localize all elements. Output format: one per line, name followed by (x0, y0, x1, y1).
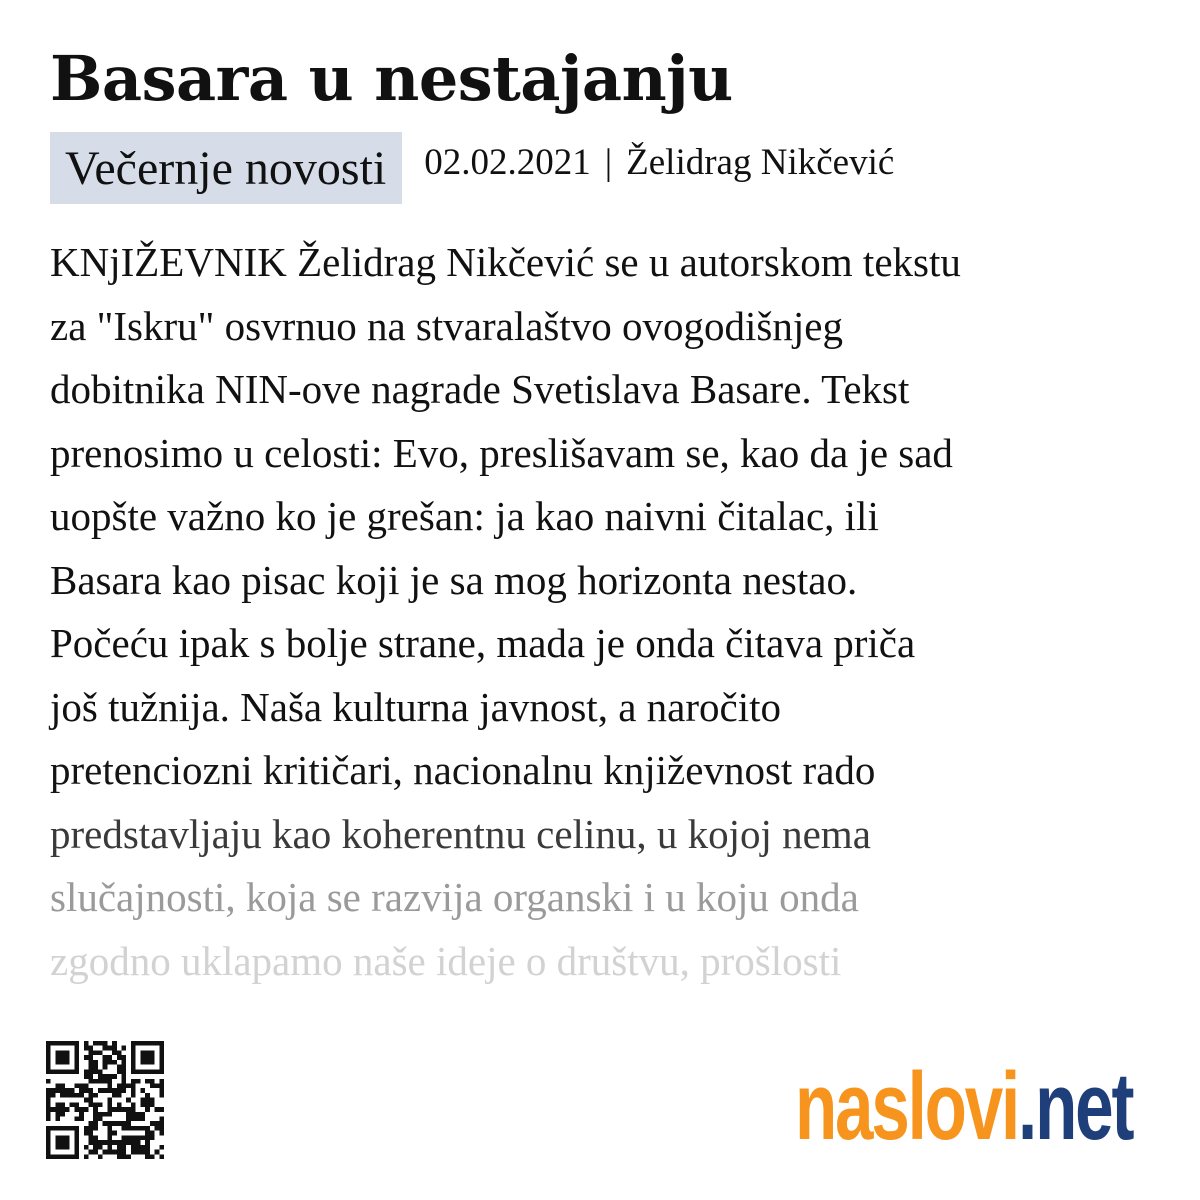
article-line: predstavljaju kao koherentnu celinu, u kojoj nema (50, 810, 871, 857)
article-author: Želidrag Nikčević (626, 141, 895, 183)
article-line: dobitnika NIN-ove nagrade Svetislava Basare. Tekst (50, 366, 910, 412)
article-line: pretenciozni kritičari, nacionalnu književnost rado (50, 747, 876, 793)
article-line: prenosimo u celosti: Evo, preslišavam se, kao da je sad (50, 429, 953, 476)
qr-code-icon[interactable] (46, 1038, 164, 1162)
site-logo[interactable] (795, 1052, 1132, 1172)
source-badge[interactable]: Večernje novosti (50, 132, 402, 204)
logo-naslovi: naslovi (795, 1053, 1019, 1160)
article-date: 02.02.2021 (424, 141, 591, 183)
logo-net: .net (1018, 1053, 1133, 1160)
article-title: Basara u nestajanju (50, 42, 733, 115)
article-line: još tužnija. Naša kulturna javnost, a naročito (50, 683, 781, 730)
article-line: uopšte važno ko je grešan: ja kao naivni čitalac, ili (50, 493, 879, 539)
article-line: za "Iskru" osvrnuo na stvaralaštvo ovogodišnjeg (50, 302, 843, 349)
meta-separator: | (604, 141, 613, 183)
meta-info (424, 141, 894, 196)
article-line: Počeću ipak s bolje strane, mada je onda čitava priča (50, 620, 916, 666)
article-line: zgodno uklapamo naše ideje o društvu, prošlosti (50, 937, 842, 984)
article-line: slučajnosti, koja se razvija organski i u koju onda (50, 874, 859, 920)
article-line: Basara kao pisac koji je sa mog horizonta nestao. (50, 556, 858, 603)
article-meta (50, 132, 894, 204)
article-line: KNjIŽEVNIK Želidrag Nikčević se u autorskom tekstu (50, 239, 961, 285)
article-body (50, 231, 1150, 993)
